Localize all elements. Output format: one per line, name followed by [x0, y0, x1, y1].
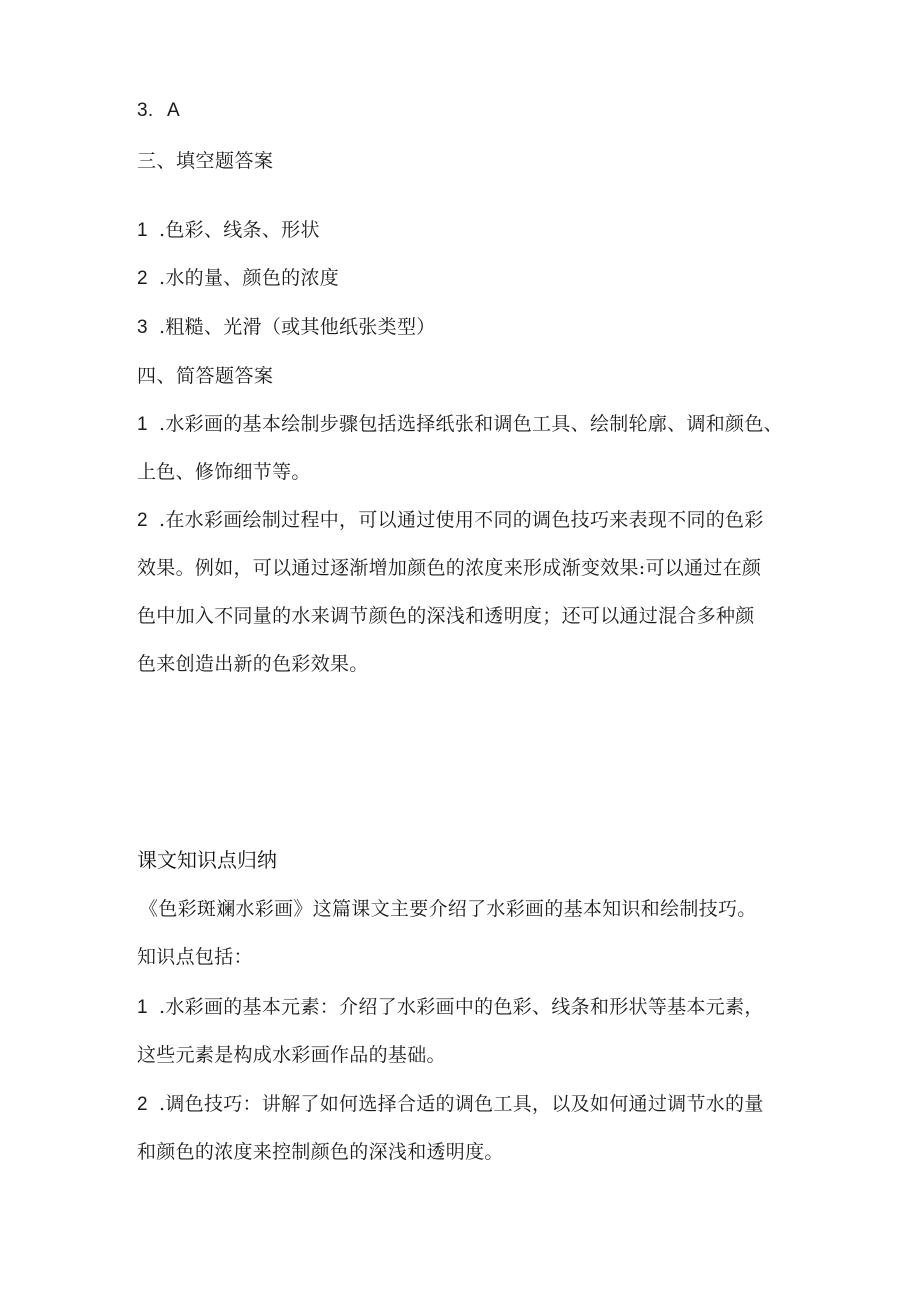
item-number: 2: [137, 510, 148, 531]
item-number: 2: [137, 268, 148, 289]
section-title-knowledge: 课文知识点归纳: [137, 848, 277, 872]
knowledge-intro-line-2: 知识点包括：: [137, 946, 253, 968]
knowledge-item-1-line-1: [137, 994, 764, 1021]
item-text: .水彩画的基本元素：介绍了水彩画中的色彩、线条和形状等基本元素，: [159, 996, 764, 1018]
choice-answer-item-3: [137, 97, 180, 124]
item-number: 3.: [137, 100, 154, 121]
item-text: .调色技巧：讲解了如何选择合适的调色工具，以及如何通过调节水的量: [159, 1093, 764, 1115]
item-number: 1: [137, 220, 148, 241]
item-number: 2: [137, 1094, 148, 1115]
short-answer-item-1-line-2: 上色、修饰细节等。: [137, 461, 311, 483]
knowledge-item-1-line-2: 这些元素是构成水彩画作品的基础。: [137, 1044, 446, 1066]
fill-blank-item-1: [137, 217, 320, 244]
short-answer-item-2-line-1: [137, 507, 764, 534]
item-text: .在水彩画绘制过程中，可以通过使用不同的调色技巧来表现不同的色彩: [159, 509, 764, 531]
short-answer-item-2-line-4: 色来创造出新的色彩效果。: [137, 653, 369, 675]
short-answer-item-2-line-3: 色中加入不同量的水来调节颜色的深浅和透明度；还可以通过混合多种颜: [137, 605, 755, 627]
short-answer-item-1-line-1: [137, 411, 783, 438]
section-title-short-answer: 四、简答题答案: [137, 365, 274, 387]
item-number: 3: [137, 317, 148, 338]
fill-blank-item-3: [137, 314, 436, 341]
item-text: A: [167, 100, 180, 121]
item-text: .水彩画的基本绘制步骤包括选择纸张和调色工具、绘制轮廓、调和颜色、: [159, 413, 783, 435]
section-title-fill-blank: 三、填空题答案: [137, 150, 274, 172]
knowledge-item-2-line-2: 和颜色的浓度来控制颜色的深浅和透明度。: [137, 1141, 504, 1163]
item-text: .粗糙、光滑（或其他纸张类型）: [159, 316, 436, 338]
short-answer-item-2-line-2: 效果。例如，可以通过逐渐增加颜色的浓度来形成渐变效果:可以通过在颜: [137, 557, 762, 579]
knowledge-intro-line-1: 《色彩斑斓水彩画》这篇课文主要介绍了水彩画的基本知识和绘制技巧。: [139, 898, 757, 920]
fill-blank-item-2: [137, 265, 339, 292]
item-number: 1: [137, 997, 148, 1018]
item-text: .水的量、颜色的浓度: [159, 267, 340, 289]
knowledge-item-2-line-1: [137, 1091, 764, 1118]
item-text: .色彩、线条、形状: [159, 219, 320, 241]
item-number: 1: [137, 414, 148, 435]
